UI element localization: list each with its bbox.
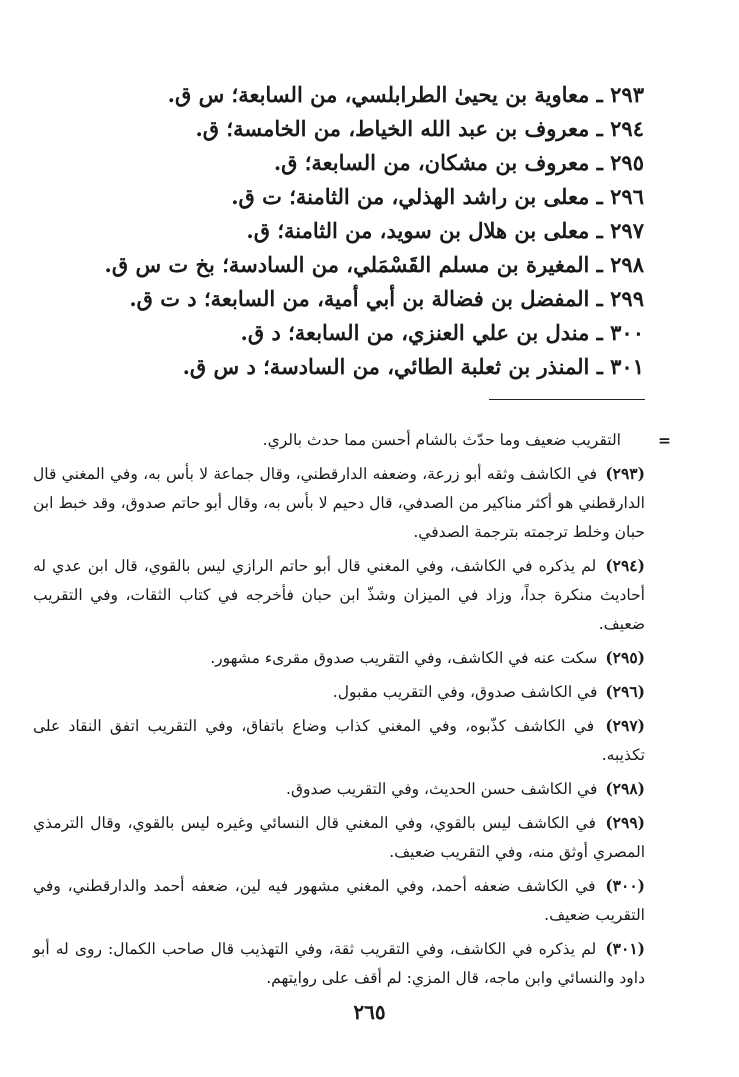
footnote-293 <box>33 459 645 547</box>
footnote-text: في الكاشف ليس بالقوي، وفي المغني قال النسائي وغيره ليس بالقوي، وقال الترمذي المصري أوثق منه، وفي التقريب ضعيف. <box>33 814 645 861</box>
footnote-text: سكت عنه في الكاشف، وفي التقريب صدوق مقرىء مشهور. <box>210 649 598 667</box>
footnote-text: لم يذكره في الكاشف، وفي التقريب ثقة، وفي التهذيب قال صاحب الكمال: روى له أبو داود والنسائي وابن ماجه، قال المزي: لم أقف على روايتهم. <box>33 940 645 987</box>
continuation-mark: = <box>658 431 671 450</box>
entry-299: ٢٩٩ ـ المفضل بن فضالة بن أبي أمية، من السابعة؛ د ت ق. <box>129 286 644 311</box>
footnote-text: في الكاشف وثقه أبو زرعة، وضعفه الدارقطني، وقال جماعة لا بأس به، وفي المغني قال الدارقطني هو أكثر مناكير من الصدفي، قال دحيم لا بأس به، وقال أبو حاتم صدوق، وقد خبط ابن حبان وخلط ترجمته بترجمة الصدفي. <box>33 465 645 541</box>
footnote-text: في الكاشف حسن الحديث، وفي التقريب صدوق. <box>286 780 598 798</box>
footnote-297 <box>33 711 645 770</box>
continuation-text: التقريب ضعيف وما حدّث بالشام أحسن مما حدث بالري. <box>262 431 621 449</box>
footnote-number: (٢٩٨) <box>605 779 645 798</box>
entry-298: ٢٩٨ ـ المغيرة بن مسلم القَسْمَلي، من السادسة؛ بخ ت س ق. <box>104 252 644 277</box>
page-number: ٢٦٥ <box>353 1000 386 1024</box>
footnotes <box>33 426 671 997</box>
footnote-text: لم يذكره في الكاشف، وفي المغني قال أبو حاتم الرازي ليس بالقوي، قال ابن عدي له أحاديث منكرة جداً، وزاد في الميزان وشذّ ابن حبان فأخرجه في كتاب الثقات، وفي التقريب ضعيف. <box>33 557 645 633</box>
footnote-300 <box>33 871 645 930</box>
footnote-number: (٢٩٤) <box>605 556 645 575</box>
footnote-text: في الكاشف كذّبوه، وفي المغني كذاب وضاع باتفاق، وفي التقريب اتفق النقاد على تكذيبه. <box>33 717 645 764</box>
footnote-number: (٢٩٩) <box>605 813 645 832</box>
footnote-number: (٢٩٣) <box>605 464 645 483</box>
entry-296: ٢٩٦ ـ معلى بن راشد الهذلي، من الثامنة؛ ت ق. <box>231 184 644 209</box>
footnote-text: في الكاشف ضعفه أحمد، وفي المغني مشهور فيه لين، ضعفه أحمد والدارقطني، وفي التقريب ضعيف. <box>33 877 645 924</box>
footnote-number: (٢٩٧) <box>605 716 645 735</box>
footnote-299 <box>33 808 645 867</box>
narrator-entries <box>84 78 644 384</box>
footnote-number: (٢٩٦) <box>605 682 645 701</box>
footnote-295 <box>33 643 645 673</box>
entry-294: ٢٩٤ ـ معروف بن عبد الله الخياط، من الخامسة؛ ق. <box>195 116 644 141</box>
entry-301: ٣٠١ ـ المنذر بن ثعلبة الطائي، من السادسة؛ د س ق. <box>182 354 644 379</box>
entry-300: ٣٠٠ ـ مندل بن علي العنزي، من السابعة؛ د ق. <box>240 320 644 345</box>
footnote-298 <box>33 774 645 804</box>
footnote-text: في الكاشف صدوق، وفي التقريب مقبول. <box>332 683 598 701</box>
entry-297: ٢٩٧ ـ معلى بن هلال بن سويد، من الثامنة؛ ق. <box>246 218 644 243</box>
footnote-296 <box>33 677 645 707</box>
entry-293: ٢٩٣ ـ معاوية بن يحيىٰ الطرابلسي، من السابعة؛ س ق. <box>167 82 644 107</box>
footnote-301 <box>33 934 645 993</box>
footnote-number: (٢٩٥) <box>605 648 645 667</box>
footnote-294 <box>33 551 645 639</box>
footnote-continuation <box>33 426 671 455</box>
footnote-divider <box>489 399 645 400</box>
footnote-number: (٣٠١) <box>605 939 645 958</box>
footnote-number: (٣٠٠) <box>605 876 645 895</box>
entry-295: ٢٩٥ ـ معروف بن مشكان، من السابعة؛ ق. <box>273 150 644 175</box>
